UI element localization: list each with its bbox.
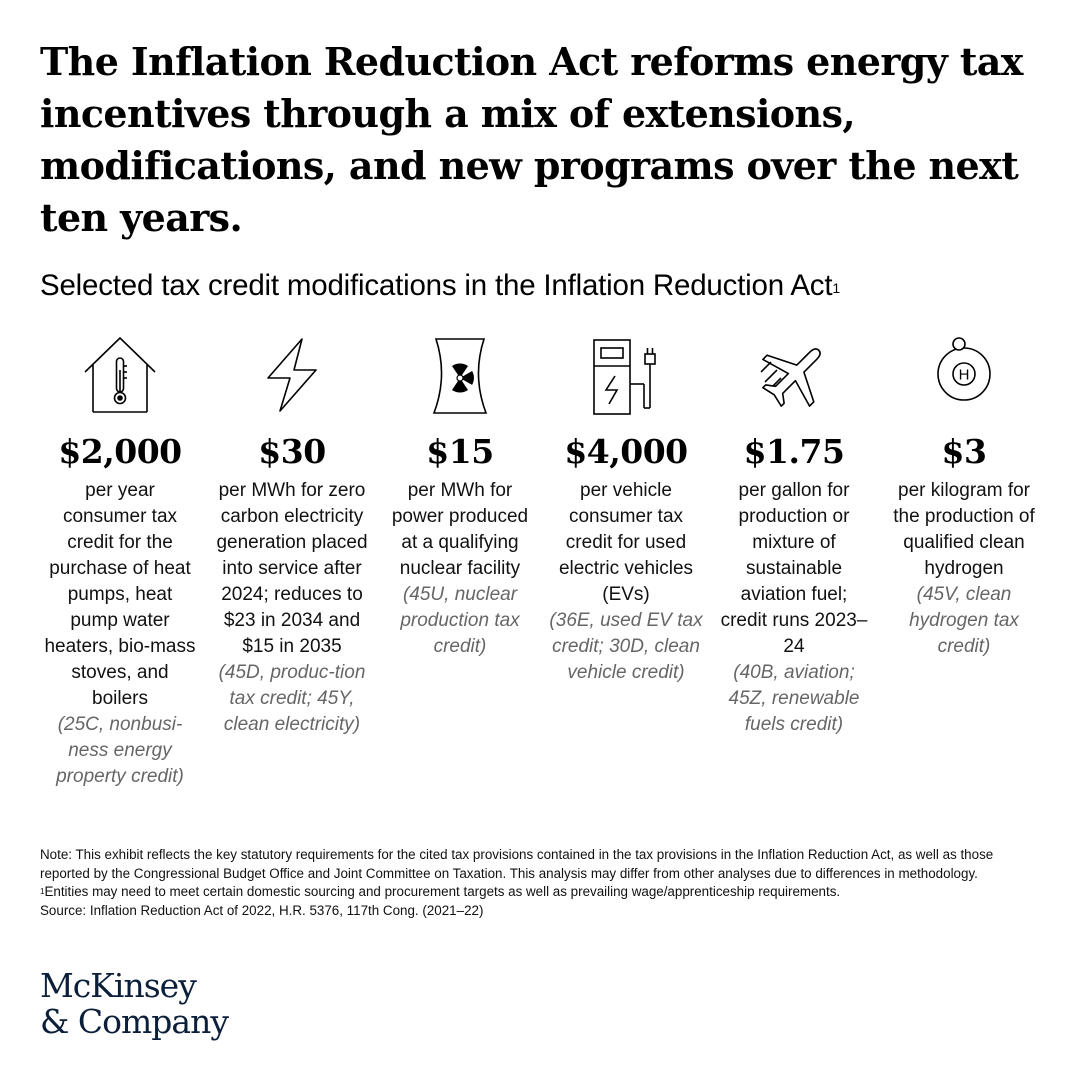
house-thermometer-icon bbox=[42, 336, 198, 420]
svg-text:H: H bbox=[958, 366, 970, 384]
headline: The Inflation Reduction Act reforms energy tax incentives through a mix of extensions, modifications, and new programs over the next ten years. bbox=[40, 39, 1023, 240]
credit-description: per gallon for production or mixture of sustainable aviation fuel; credit runs 2023–24 bbox=[720, 480, 868, 657]
source-text: Source: Inflation Reduction Act of 2022, H.R. 5376, 117th Cong. (2021–22) bbox=[40, 902, 484, 918]
logo-line-2: & Company bbox=[40, 1002, 228, 1041]
credit-amount: $15 bbox=[426, 432, 494, 471]
tax-credit-column bbox=[716, 336, 872, 738]
credit-description: per MWh for power produced at a qualifying nuclear facility bbox=[391, 480, 529, 579]
note-text: Note: This exhibit reflects the key statutory requirements for the cited tax provisions contained in the tax provisions in the Inflation Reduction Act, as well as those reported by the Congressional Budget Office and Joint Committee on Taxation. This analysis may differ from other analyses due to differences in methodology. bbox=[40, 847, 994, 881]
credit-description: per kilogram for the production of qualified clean hydrogen bbox=[893, 480, 1035, 579]
airplane-icon bbox=[716, 336, 872, 420]
credit-citation: (25C, nonbusi-ness energy property credit) bbox=[56, 714, 184, 787]
tax-credit-column bbox=[382, 336, 538, 660]
credit-citation: (36E, used EV tax credit; 30D, clean vehicle credit) bbox=[549, 610, 703, 683]
nuclear-cooling-tower-icon bbox=[382, 336, 538, 420]
tax-credit-column bbox=[548, 336, 704, 686]
tax-credit-column bbox=[42, 336, 198, 790]
credit-description: per year consumer tax credit for the purchase of heat pumps, heat pump water heaters, bio-mass stoves, and boilers bbox=[44, 480, 196, 709]
credit-citation: (40B, aviation; 45Z, renewable fuels credit) bbox=[728, 662, 860, 735]
subtitle-text: Selected tax credit modifications in the Inflation Reduction Act bbox=[40, 269, 833, 302]
credit-amount: $1.75 bbox=[743, 432, 845, 471]
credit-description: per vehicle consumer tax credit for used electric vehicles (EVs) bbox=[558, 480, 694, 605]
tax-credit-column bbox=[214, 336, 370, 738]
footnote-marker: 1 bbox=[40, 887, 45, 896]
tax-credit-columns bbox=[42, 336, 1042, 816]
credit-citation: (45D, produc-tion tax credit; 45Y, clean electricity) bbox=[218, 662, 366, 735]
credit-amount: $4,000 bbox=[564, 432, 688, 471]
exhibit-subtitle bbox=[40, 266, 1050, 306]
hydrogen-atom-icon bbox=[886, 336, 1042, 420]
footnote bbox=[40, 883, 1040, 902]
credit-description: per MWh for zero carbon electricity generation placed into service after 2024; reduces to $23 in 2034 and $15 in 2035 bbox=[216, 480, 368, 657]
lightning-bolt-icon bbox=[214, 336, 370, 420]
credit-citation: (45V, clean hydrogen tax credit) bbox=[909, 584, 1019, 657]
subtitle-footnote-marker: 1 bbox=[832, 280, 840, 296]
credit-amount: $2,000 bbox=[58, 432, 182, 471]
exhibit-notes bbox=[40, 846, 1040, 920]
credit-citation: (45U, nuclear production tax credit) bbox=[400, 584, 520, 657]
credit-amount: $3 bbox=[941, 432, 987, 471]
logo-line-1: McKinsey bbox=[40, 966, 196, 1005]
credit-amount: $30 bbox=[258, 432, 326, 471]
mckinsey-logo bbox=[40, 968, 228, 1040]
ev-charging-station-icon bbox=[548, 336, 704, 420]
footnote-text: Entities may need to meet certain domestic sourcing and procurement targets as well as prevailing wage/apprenticeship requirements. bbox=[44, 884, 841, 899]
tax-credit-column bbox=[886, 336, 1042, 660]
